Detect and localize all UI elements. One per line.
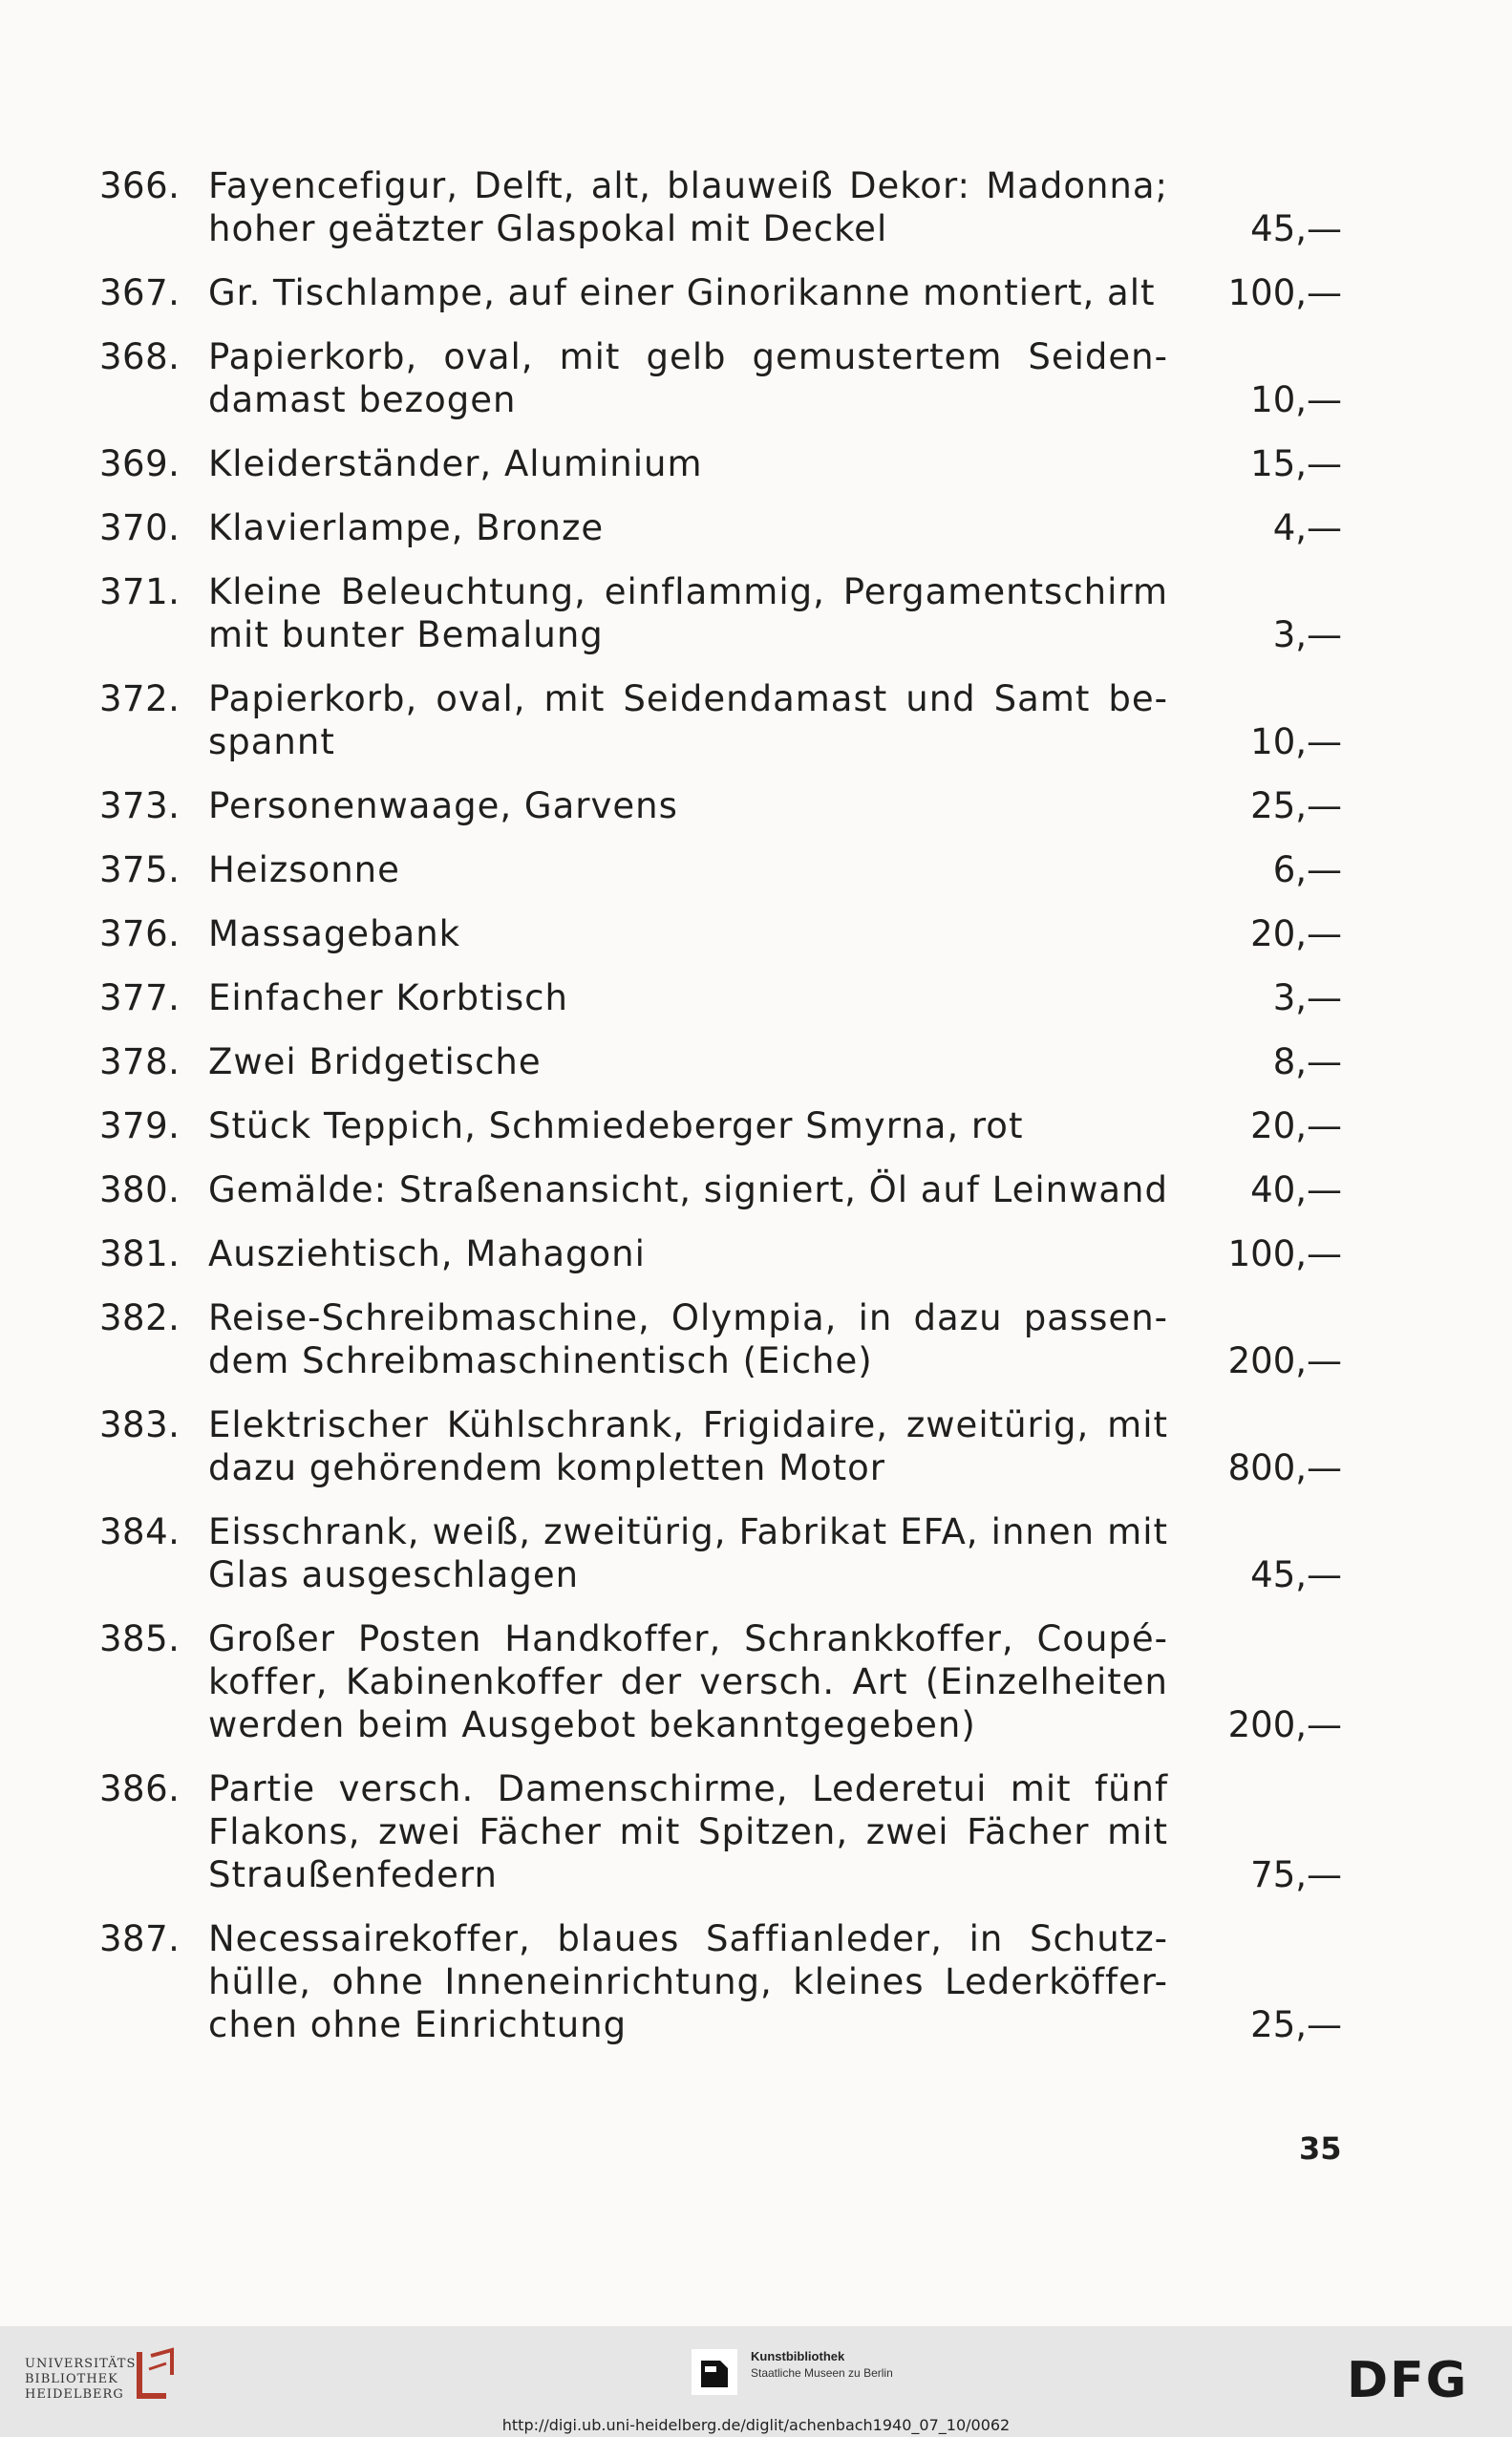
lot-number: 386.	[99, 1768, 181, 1809]
lot-price: 20,—	[1250, 913, 1342, 954]
lot-entry-371	[0, 570, 1512, 656]
lot-description: Eisschrank, weiß, zweitürig, Fabrikat EFA, innen mit Glas ausgeschlagen	[208, 1511, 1168, 1595]
lot-price: 45,—	[1250, 208, 1342, 249]
lot-price: 20,—	[1250, 1105, 1342, 1146]
lot-number: 380.	[99, 1169, 181, 1210]
page-number: 35	[1299, 2130, 1342, 2167]
lot-price: 3,—	[1272, 977, 1342, 1018]
lot-number: 381.	[99, 1233, 181, 1274]
lot-description: Kleine Beleuchtung, einflammig, Pergamentschirm mit bunter Bemalung	[208, 571, 1168, 655]
lot-entry-367	[0, 271, 1512, 314]
lot-number: 369.	[99, 443, 181, 484]
ub-heidelberg-logo-icon	[134, 2346, 180, 2404]
lot-description: Reise-Schreibmaschine, Olympia, in dazu passen-dem Schreibmaschinentisch (Eiche)	[208, 1297, 1168, 1381]
lot-number: 366.	[99, 165, 181, 206]
lot-entry-384	[0, 1510, 1512, 1596]
lot-description: Klavierlampe, Bronze	[208, 507, 605, 548]
lot-price: 200,—	[1227, 1340, 1342, 1381]
lot-description: Necessairekoffer, blaues Saffianleder, in Schutz-hülle, ohne Inneneinrichtung, kleines Lederköffer-chen ohne Einrichtung	[208, 1918, 1168, 2045]
lot-price: 25,—	[1250, 785, 1342, 826]
lot-description: Ausziehtisch, Mahagoni	[208, 1233, 646, 1274]
lot-entry-375	[0, 848, 1512, 891]
lot-entry-380	[0, 1168, 1512, 1211]
lot-description: Fayencefigur, Delft, alt, blauweiß Dekor: Madonna; hoher geätzter Glaspokal mit Deckel	[208, 165, 1168, 249]
lot-number: 372.	[99, 678, 181, 719]
lot-entry-372	[0, 677, 1512, 763]
lot-description: Partie versch. Damenschirme, Lederetui mit fünf Flakons, zwei Fächer mit Spitzen, zwei Fächer mit Straußenfedern	[208, 1768, 1168, 1895]
lot-number: 373.	[99, 785, 181, 826]
kunstbibliothek-logo-icon	[692, 2349, 737, 2395]
lot-number: 375.	[99, 849, 181, 890]
lot-price: 4,—	[1272, 507, 1342, 548]
lot-description: Heizsonne	[208, 849, 400, 890]
ub-heidelberg-logo-text	[25, 2357, 141, 2403]
lot-number: 385.	[99, 1618, 181, 1659]
lot-list	[0, 164, 1512, 2067]
lot-price: 25,—	[1250, 2004, 1342, 2045]
kunstbibliothek-title: Kunstbibliothek	[751, 2349, 845, 2363]
lot-entry-381	[0, 1232, 1512, 1275]
lot-entry-369	[0, 442, 1512, 485]
lot-number: 370.	[99, 507, 181, 548]
lot-description: Zwei Bridgetische	[208, 1041, 542, 1082]
lot-price: 200,—	[1227, 1704, 1342, 1745]
lot-number: 379.	[99, 1105, 181, 1146]
lot-entry-386	[0, 1767, 1512, 1896]
lot-price: 40,—	[1250, 1169, 1342, 1210]
lot-description: Personenwaage, Garvens	[208, 785, 678, 826]
lot-description: Einfacher Korbtisch	[208, 977, 568, 1018]
lot-number: 378.	[99, 1041, 181, 1082]
lot-price: 6,—	[1272, 849, 1342, 890]
lot-price: 10,—	[1250, 721, 1342, 762]
lot-description: Großer Posten Handkoffer, Schrankkoffer, Coupé-koffer, Kabinenkoffer der versch. Art (Einzelheiten werden beim Ausgebot bekanntgegeben)	[208, 1618, 1168, 1745]
lot-entry-382	[0, 1296, 1512, 1382]
lot-number: 367.	[99, 272, 181, 313]
lot-description: Elektrischer Kühlschrank, Frigidaire, zweitürig, mit dazu gehörendem kompletten Motor	[208, 1404, 1168, 1488]
lot-price: 75,—	[1250, 1854, 1342, 1895]
lot-price: 45,—	[1250, 1554, 1342, 1595]
lot-description: Kleiderständer, Aluminium	[208, 443, 703, 484]
lot-description: Gemälde: Straßenansicht, signiert, Öl auf Leinwand	[208, 1169, 1168, 1210]
lot-number: 376.	[99, 913, 181, 954]
lot-number: 371.	[99, 571, 181, 612]
lot-price: 8,—	[1272, 1041, 1342, 1082]
lot-entry-387	[0, 1917, 1512, 2046]
kunstbibliothek-subtitle: Staatliche Museen zu Berlin	[751, 2366, 893, 2380]
lot-price: 100,—	[1227, 1233, 1342, 1274]
lot-entry-379	[0, 1104, 1512, 1147]
lot-number: 383.	[99, 1404, 181, 1445]
lot-entry-383	[0, 1403, 1512, 1489]
ub-line-3: HEIDELBERG	[25, 2387, 124, 2402]
lot-price: 800,—	[1227, 1447, 1342, 1488]
lot-entry-378	[0, 1040, 1512, 1083]
lot-description: Papierkorb, oval, mit gelb gemustertem Seiden-damast bezogen	[208, 336, 1168, 420]
lot-number: 368.	[99, 336, 181, 377]
lot-description: Stück Teppich, Schmiedeberger Smyrna, rot	[208, 1105, 1024, 1146]
lot-entry-373	[0, 784, 1512, 827]
lot-number: 382.	[99, 1297, 181, 1338]
ub-line-2: BIBLIOTHEK	[25, 2372, 118, 2386]
ub-line-1: UNIVERSITÄTS-	[25, 2357, 142, 2371]
lot-number: 384.	[99, 1511, 181, 1552]
lot-entry-385	[0, 1617, 1512, 1746]
lot-price: 10,—	[1250, 379, 1342, 420]
lot-price: 100,—	[1227, 272, 1342, 313]
lot-price: 15,—	[1250, 443, 1342, 484]
lot-entry-366	[0, 164, 1512, 250]
lot-entry-377	[0, 976, 1512, 1019]
source-url[interactable]: http://digi.ub.uni-heidelberg.de/diglit/achenbach1940_07_10/0062	[501, 2416, 1011, 2434]
lot-description: Papierkorb, oval, mit Seidendamast und Samt be-spannt	[208, 678, 1168, 762]
lot-description: Massagebank	[208, 913, 461, 954]
dfg-logo: DFG	[1347, 2352, 1469, 2409]
lot-number: 377.	[99, 977, 181, 1018]
lot-number: 387.	[99, 1918, 181, 1959]
lot-entry-376	[0, 912, 1512, 955]
lot-price: 3,—	[1272, 614, 1342, 655]
lot-entry-368	[0, 335, 1512, 421]
lot-entry-370	[0, 506, 1512, 549]
lot-description: Gr. Tischlampe, auf einer Ginorikanne montiert, alt	[208, 272, 1156, 313]
